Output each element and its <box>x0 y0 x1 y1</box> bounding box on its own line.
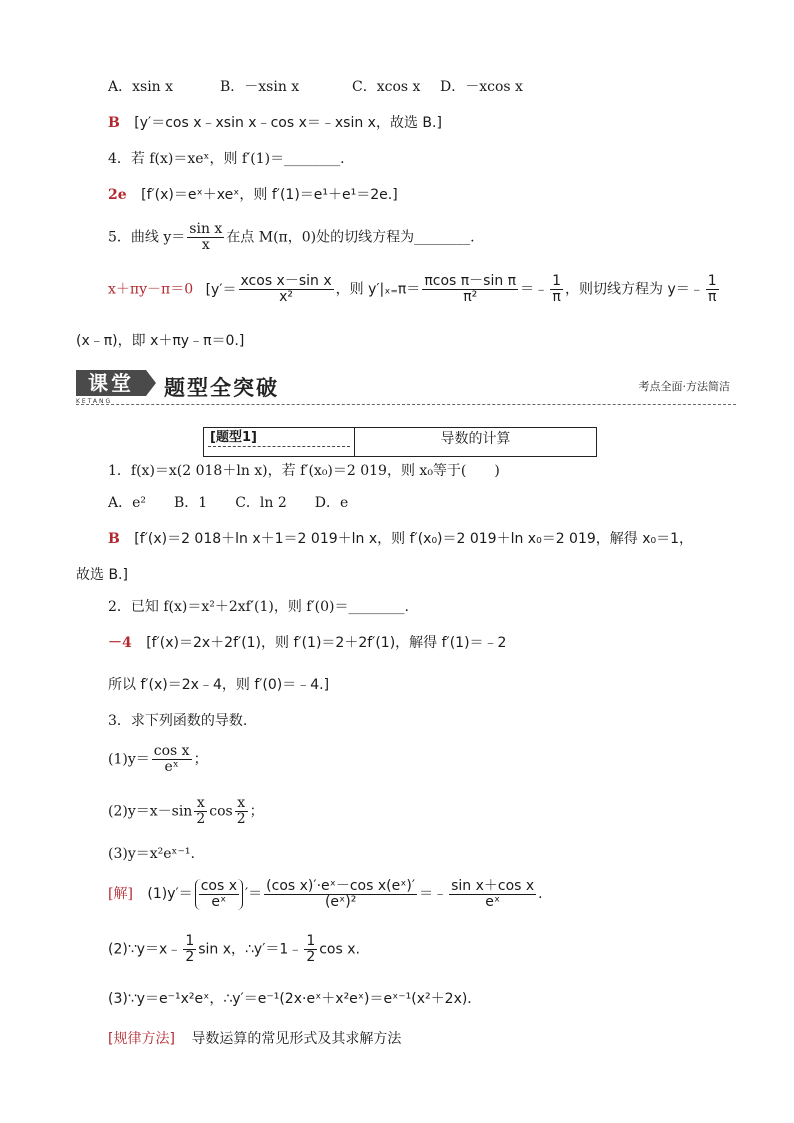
type-label: [题型1] <box>210 430 257 445</box>
fraction <box>183 934 196 965</box>
sol1-pre: (1)y′＝ <box>147 886 193 902</box>
fraction-num: 1 <box>552 273 562 289</box>
p3-s2-mid: cos <box>209 803 233 820</box>
fraction-den: eˣ <box>485 893 501 910</box>
option-a: A．xsin x <box>108 79 174 95</box>
fraction-den: π <box>552 289 561 305</box>
fraction <box>239 274 334 305</box>
problem-2-stem: 2．已知 f(x)＝x²＋2xf′(1)，则 f′(0)＝________. <box>108 599 409 615</box>
p3-s1-end: ； <box>193 751 208 768</box>
fraction-den: x² <box>279 289 294 305</box>
fraction <box>264 879 417 910</box>
fraction <box>304 934 317 965</box>
fraction <box>422 274 518 305</box>
sol2-pre: (2)∵y＝x﹣ <box>108 941 182 958</box>
answer-continuation: 故选 B.] <box>76 567 128 583</box>
fraction-num: cos x <box>200 877 237 894</box>
fraction-den: 2 <box>236 811 246 827</box>
question-5 <box>108 222 475 253</box>
fraction-den: π² <box>463 289 478 305</box>
answer-text: [y′＝cos x﹣xsin x﹣cos x＝﹣xsin x，故选 B.] <box>134 115 442 131</box>
fraction-num: xcos x－sin x <box>240 273 332 289</box>
q5-stem-pre: 5．曲线 y＝ <box>108 229 186 246</box>
fraction-num: πcos π－sin π <box>424 273 517 289</box>
answer-text: [f′(x)＝2x＋2f′(1)，则 f′(1)＝2＋2f′(1)，解得 f′(1)＝﹣2 <box>146 635 507 651</box>
fraction-num: sin x＋cos x <box>451 877 535 894</box>
problem-3-part-3: (3)y＝x²eˣ⁻¹. <box>108 846 195 862</box>
answer-line <box>108 186 398 204</box>
sol2-mid: sin x，∴y′＝1﹣ <box>198 941 303 958</box>
fraction-den: 2 <box>185 949 195 965</box>
fraction-num: 1 <box>306 933 316 949</box>
banner-pinyin: KETANG <box>76 398 113 405</box>
answer-text: [f′(x)＝eˣ＋xeˣ，则 f′(1)＝e¹＋e¹＝2e.] <box>141 187 398 203</box>
question-4: 4．若 f(x)＝xeˣ，则 f′(1)＝________. <box>108 151 345 167</box>
sol1-mid2: ＝﹣ <box>419 886 448 902</box>
answer-key: 2e <box>108 187 127 203</box>
answer-line <box>108 634 506 652</box>
fraction-num: sin x <box>189 221 223 237</box>
fraction-den: 2 <box>306 949 316 965</box>
method-text: 导数运算的常见形式及其求解方法 <box>191 1031 402 1047</box>
banner-subtitle: 考点全面·方法简洁 <box>638 380 730 393</box>
fraction-den: 2 <box>196 811 206 827</box>
fraction-den: (eˣ)² <box>324 893 357 910</box>
fraction-num: cos x <box>153 743 190 759</box>
fraction <box>195 879 243 910</box>
answer-line <box>108 114 442 132</box>
solution-key: [解] <box>108 886 133 902</box>
problem-3-part-2 <box>108 796 264 827</box>
p3-s2-end: ； <box>249 803 264 820</box>
fraction <box>706 274 719 305</box>
sol1-mid: ′＝ <box>244 886 263 902</box>
answer-key: B <box>108 115 120 131</box>
banner-divider <box>76 404 736 405</box>
problem-3-stem: 3．求下列函数的导数. <box>108 713 248 729</box>
sol2-end: cos x. <box>319 941 360 958</box>
solution-2 <box>108 934 360 965</box>
option-d: D．－xcos x <box>440 79 523 95</box>
answer-line <box>108 274 721 305</box>
q5-ans-mid: ，则 y′|ₓ₌π＝ <box>335 281 421 298</box>
fraction-num: x <box>235 796 248 812</box>
fraction-num: x <box>194 796 207 812</box>
fraction <box>152 744 192 775</box>
problem-1-options: A．e² B．1 C．ln 2 D．e <box>108 495 349 511</box>
answer-continuation: 所以 f′(x)＝2x﹣4，则 f′(0)＝﹣4.] <box>108 677 330 693</box>
fraction <box>550 274 563 305</box>
banner-title: 题型全突破 <box>164 376 279 400</box>
banner-tag: 课堂 <box>76 370 146 396</box>
fraction-num: 1 <box>707 273 717 289</box>
fraction-num: (cos x)′·eˣ－cos x(eˣ)′ <box>266 877 416 894</box>
fraction <box>187 222 224 253</box>
q5-ans-pre: [y′＝ <box>205 281 237 298</box>
q5-ans-mid3: ，则切线方程为 y＝﹣ <box>565 281 704 298</box>
sol1-end: . <box>538 886 543 902</box>
solution-1 <box>108 876 543 912</box>
p3-s1-pre: (1)y＝ <box>108 751 150 768</box>
option-c: C．xcos x <box>352 79 421 95</box>
banner-arrow-icon <box>146 370 156 396</box>
fraction-den: x <box>201 237 210 253</box>
fraction-den: eˣ <box>211 893 227 910</box>
type-label-underline <box>208 446 350 447</box>
method-key: [规律方法] <box>108 1031 175 1047</box>
fraction-num: 1 <box>185 933 195 949</box>
solution-3: (3)∵y＝e⁻¹x²eˣ，∴y′＝e⁻¹(2x·eˣ＋x²eˣ)＝eˣ⁻¹(x²＋2x)． <box>108 991 482 1007</box>
p3-s2-pre: (2)y＝x－sin <box>108 803 193 820</box>
answer-line <box>108 530 693 548</box>
option-b: B．－xsin x <box>220 79 300 95</box>
answer-continuation: (x﹣π)，即 x＋πy﹣π＝0.] <box>76 333 245 349</box>
answer-key: －4 <box>108 635 132 651</box>
section-banner <box>76 370 736 410</box>
fraction-den: π <box>708 289 717 305</box>
fraction <box>449 879 536 910</box>
fraction <box>235 796 248 827</box>
q5-stem-post: 在点 M(π，0)处的切线方程为________. <box>226 229 475 246</box>
fraction <box>194 796 207 827</box>
answer-key: B <box>108 531 120 547</box>
type-box <box>203 427 597 457</box>
type-title: 导数的计算 <box>440 431 511 447</box>
q5-ans-mid2: ＝﹣ <box>520 281 549 298</box>
problem-3-part-1 <box>108 744 208 775</box>
answer-text: [f′(x)＝2 018＋ln x＋1＝2 019＋ln x，则 f′(x₀)＝2 019＋ln x₀＝2 019，解得 x₀＝1， <box>134 531 694 547</box>
problem-1-stem: 1．f(x)＝x(2 018＋ln x)，若 f′(x₀)＝2 019，则 x₀等于( ) <box>108 463 500 479</box>
fraction-den: eˣ <box>164 759 179 775</box>
type-label-cell <box>204 428 355 456</box>
answer-key: x＋πy－π＝0 <box>108 281 194 298</box>
method-line <box>108 1030 401 1048</box>
